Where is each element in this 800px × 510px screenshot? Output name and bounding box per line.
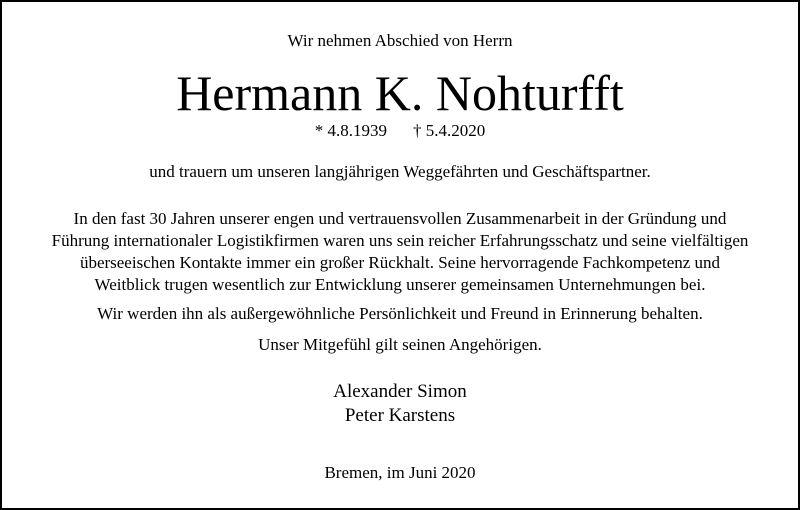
tribute-paragraph: [0, 208, 800, 296]
intro-text: Wir nehmen Abschied von Herrn: [287, 31, 513, 50]
signers: [0, 380, 800, 428]
paragraph-line: In den fast 30 Jahren unserer engen und vertrauensvollen Zusammenarbeit in der Gründung und: [73, 209, 727, 228]
signer-name: Peter Karstens: [344, 405, 456, 426]
paragraph-line: Führung internationaler Logistikfirmen waren uns sein reicher Erfahrungsschatz und seine vielfältigen: [51, 231, 749, 250]
signer-name: Alexander Simon: [333, 381, 467, 402]
paragraph-line: überseeischen Kontakte immer ein großer Rückhalt. Seine hervorragende Fachkompetenz und: [79, 253, 721, 272]
life-dates: [0, 121, 800, 141]
deceased-name: Hermann K. Nohturfft: [176, 65, 624, 121]
place-date: Bremen, im Juni 2020: [324, 463, 476, 482]
death-date: † 5.4.2020: [413, 121, 486, 140]
paragraph-line: Weitblick trugen wesentlich zur Entwicklung unserer gemeinsamen Unternehmungen bei.: [94, 275, 706, 294]
birth-date: * 4.8.1939: [314, 121, 387, 140]
mourning-line: und trauern um unseren langjährigen Weggefährten und Geschäftspartner.: [149, 162, 651, 181]
remembrance-line: Wir werden ihn als außergewöhnliche Persönlichkeit und Freund in Erinnerung behalten.: [97, 304, 703, 323]
sympathy-line: Unser Mitgefühl gilt seinen Angehörigen.: [258, 335, 542, 354]
